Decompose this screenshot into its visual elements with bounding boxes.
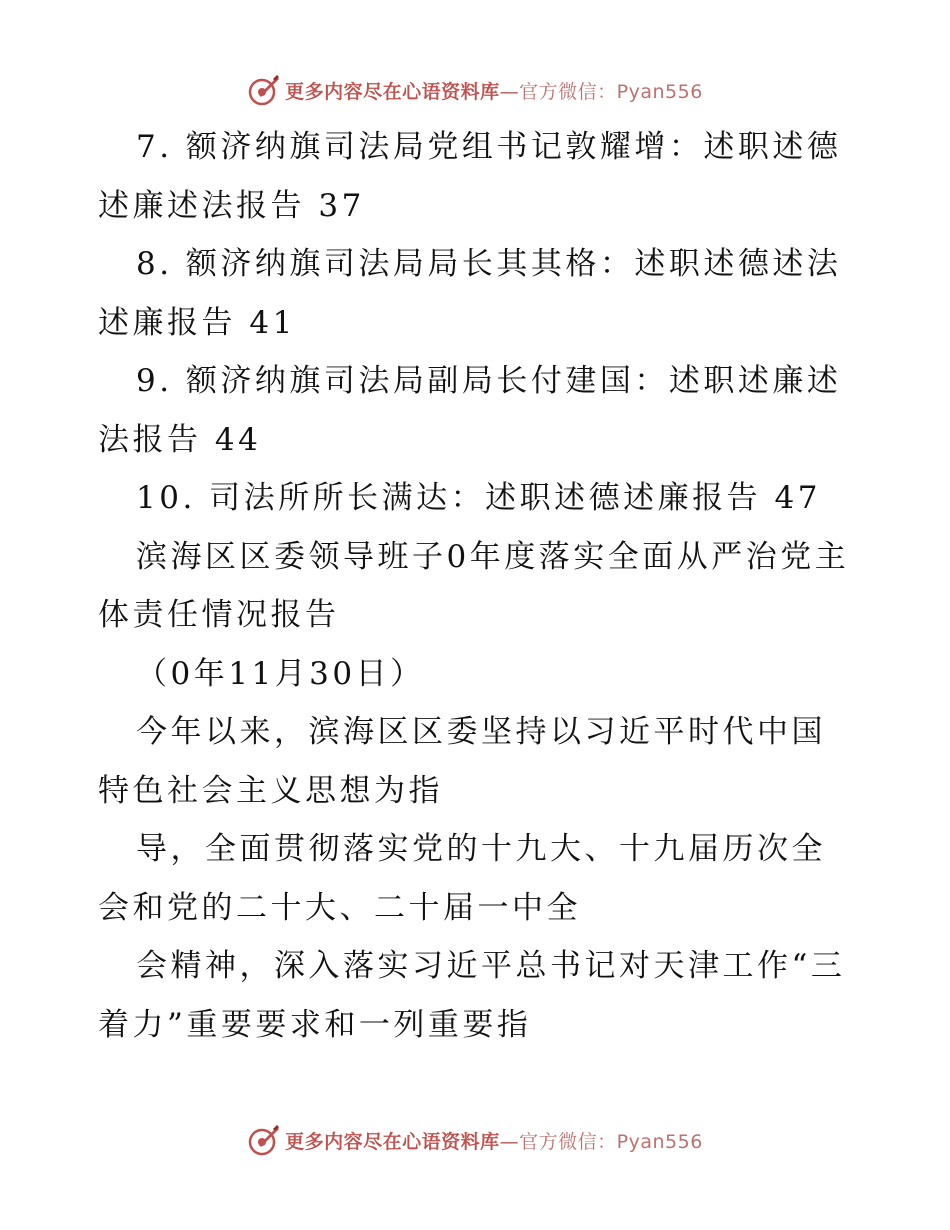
footer-watermark	[0, 1120, 950, 1160]
report-title: 滨海区区委领导班子0年度落实全面从严治党主体责任情况报告	[98, 538, 850, 633]
body-paragraph: 导，全面贯彻落实党的十九大、十九届历次全会和党的二十大、二十届一中全	[98, 831, 826, 926]
document-body	[98, 118, 858, 1054]
watermark-dash: —	[499, 80, 520, 103]
watermark-dash: —	[499, 1130, 520, 1153]
header-watermark	[0, 70, 950, 110]
body-paragraph: 今年以来，滨海区区委坚持以习近平时代中国特色社会主义思想为指	[98, 714, 826, 809]
watermark-main-text: 更多内容尽在心语资料库	[285, 1130, 500, 1153]
watermark-wechat-text: 官方微信：Pyan556	[519, 80, 703, 103]
toc-entry-7: 7. 额济纳旗司法局党组书记敦耀增：述职述德述廉述法报告 37	[98, 129, 842, 224]
body-paragraph: 会精神，深入落实习近平总书记对天津工作“三着力”重要要求和一列重要指	[98, 948, 846, 1043]
quill-logo-icon	[247, 73, 281, 107]
watermark-main-text: 更多内容尽在心语资料库	[285, 80, 500, 103]
toc-entry-9: 9. 额济纳旗司法局副局长付建国：述职述廉述法报告 44	[98, 363, 842, 458]
quill-logo-icon	[247, 1123, 281, 1157]
toc-entry-8: 8. 额济纳旗司法局局长其其格：述职述德述法述廉报告 41	[98, 246, 842, 341]
watermark-wechat-text: 官方微信：Pyan556	[519, 1130, 703, 1153]
report-date: （0年11月30日）	[136, 655, 425, 692]
toc-entry-10: 10. 司法所所长满达：述职述德述廉报告 47	[136, 480, 821, 516]
